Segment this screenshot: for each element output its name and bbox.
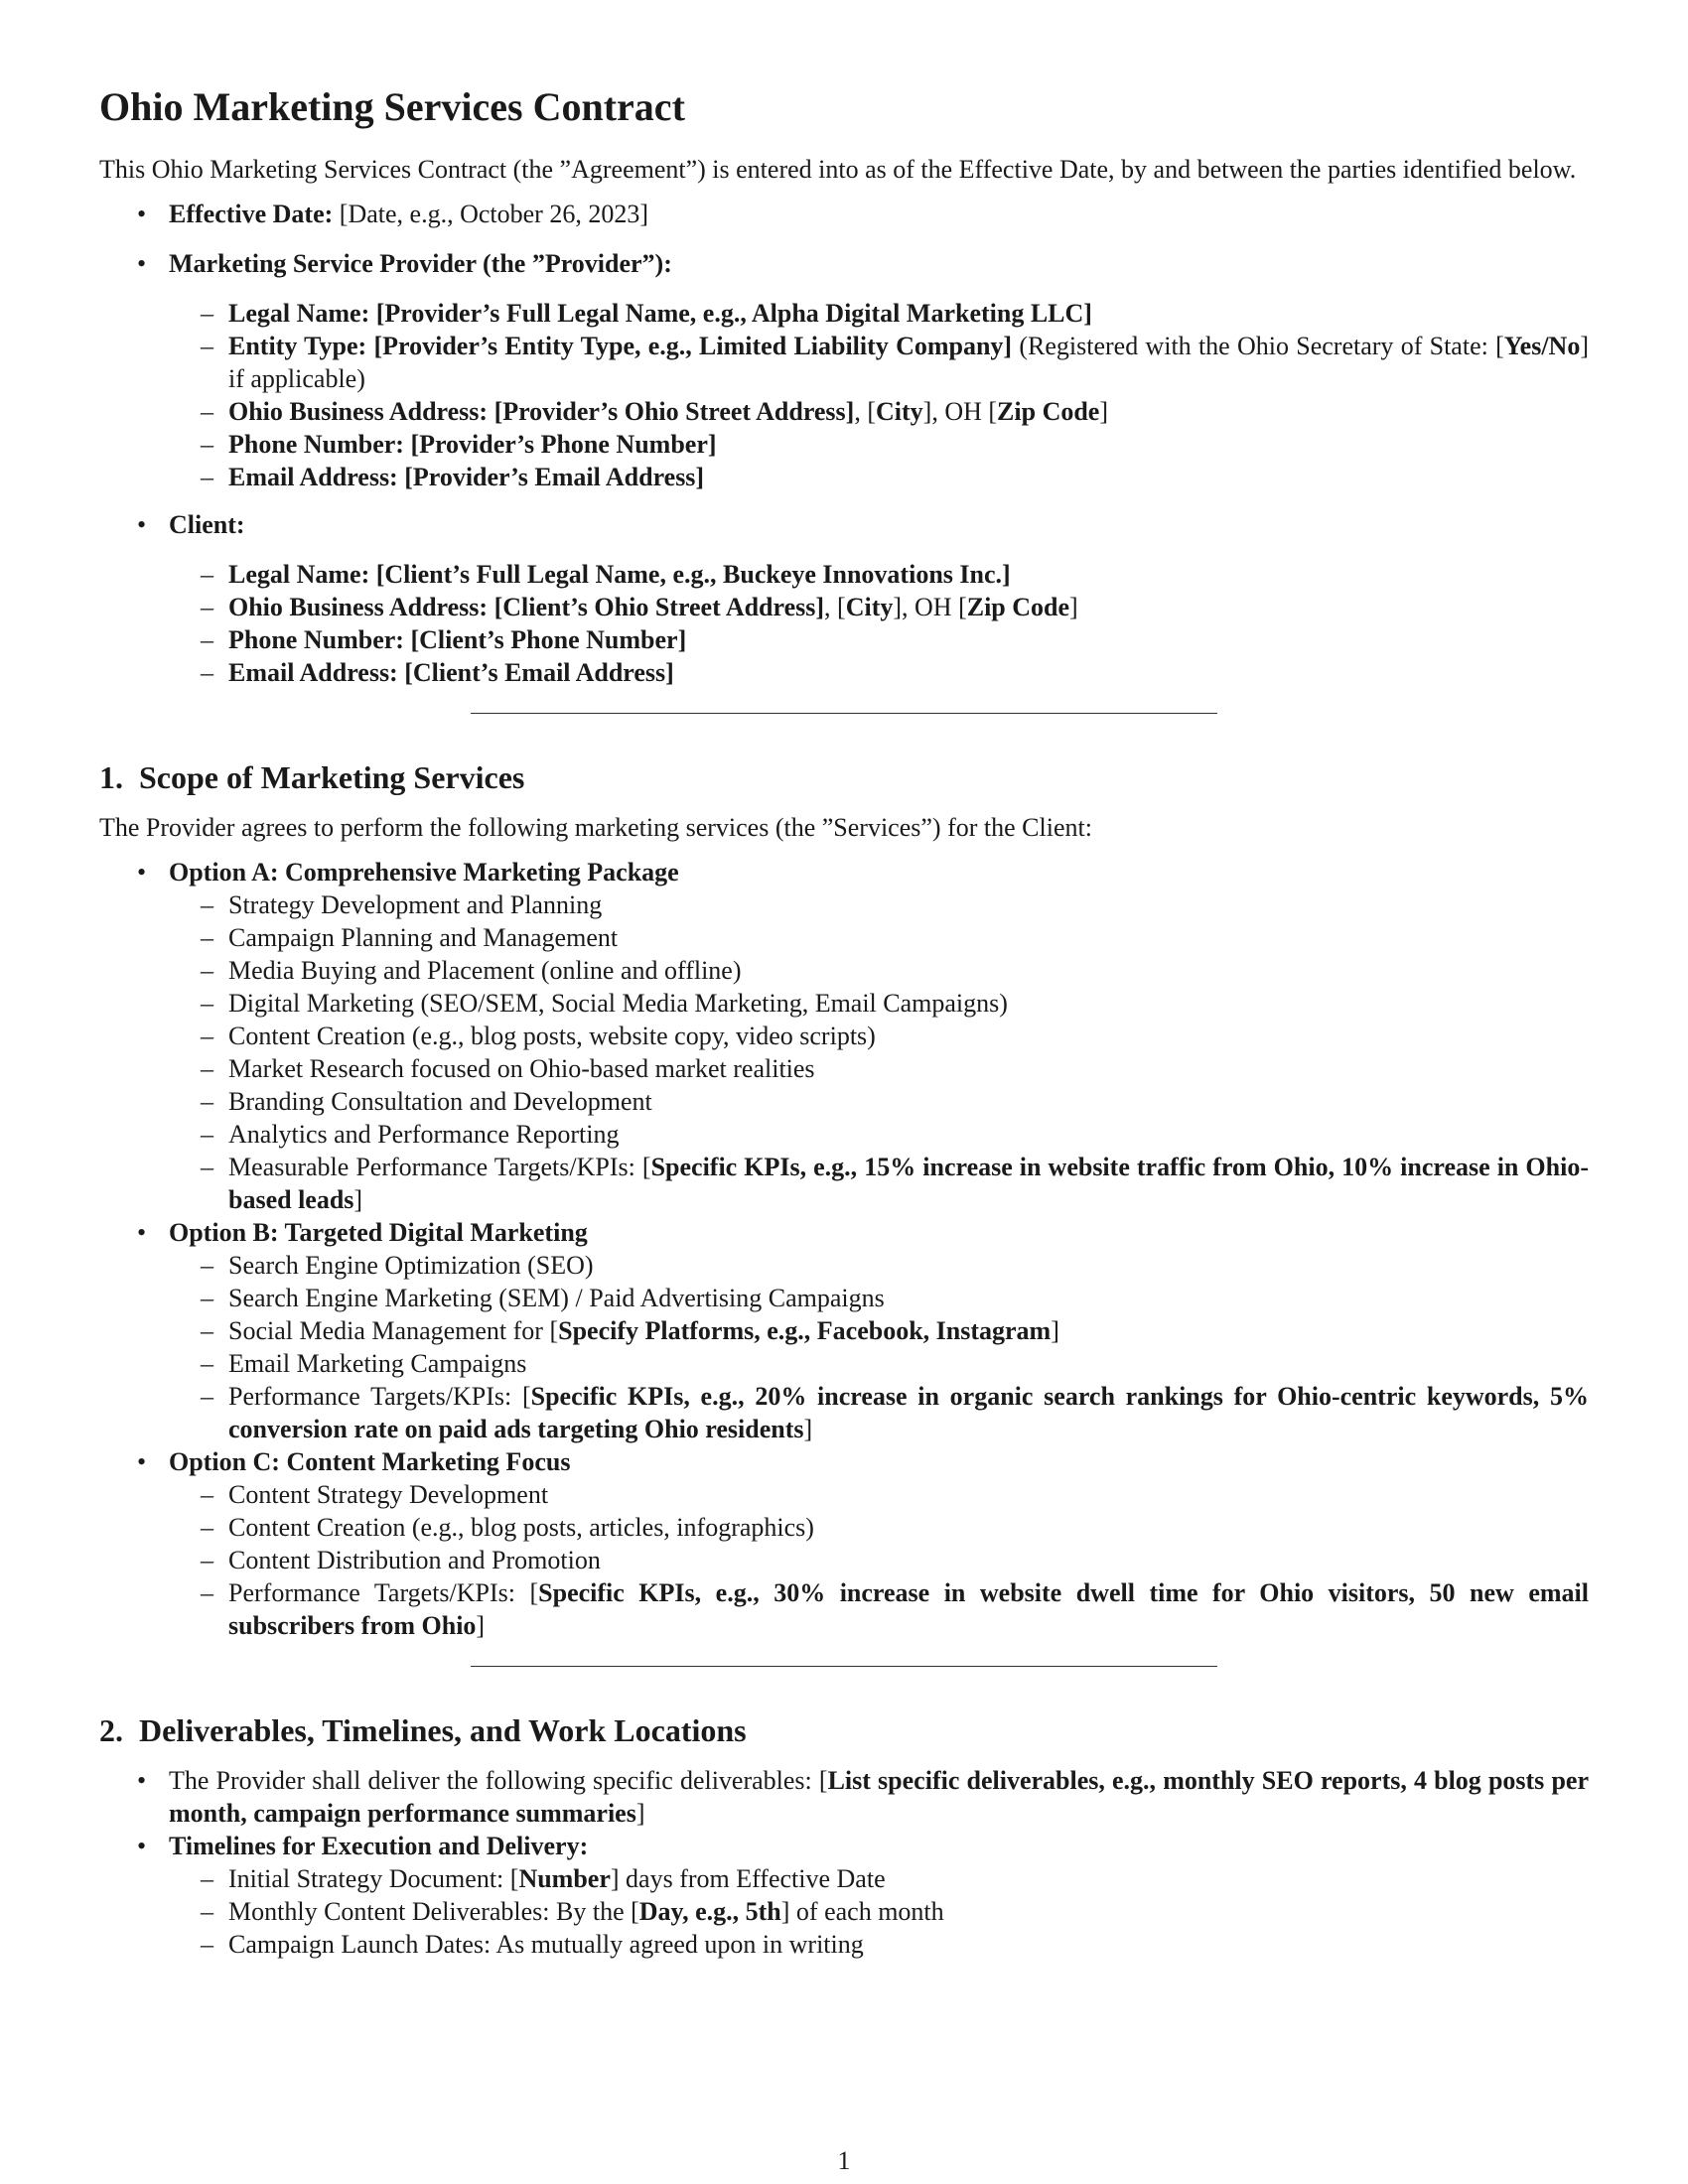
option-b: [99, 1216, 1589, 1445]
option-a: [99, 856, 1589, 1216]
provider-details: [169, 297, 1589, 493]
intro-paragraph: This Ohio Marketing Services Contract (the ”Agreement”) is entered into as of the Effective Date, by and between the parties identified below.: [99, 155, 1577, 184]
document-title: Ohio Marketing Services Contract: [99, 84, 685, 129]
list-item: – Email Marketing Campaigns: [169, 1347, 1589, 1380]
list-item: – Search Engine Optimization (SEO): [169, 1249, 1589, 1282]
list-item: – Content Distribution and Promotion: [169, 1544, 1589, 1576]
provider-phone: – Phone Number: [Provider’s Phone Number]: [169, 428, 1589, 461]
timelines-details: [169, 1862, 1589, 1961]
option-a-items: [169, 888, 1589, 1216]
campaign-launch-timeline: – Campaign Launch Dates: As mutually agreed upon in writing: [169, 1928, 1589, 1961]
client-heading: Client:: [169, 510, 245, 539]
section-divider: [471, 1666, 1217, 1667]
client-phone: – Phone Number: [Client’s Phone Number]: [169, 623, 1589, 656]
list-item: – Market Research focused on Ohio-based market realities: [169, 1052, 1589, 1085]
client-email: – Email Address: [Client’s Email Address]: [169, 656, 1589, 689]
service-options-list: [99, 856, 1589, 1642]
list-item: – Digital Marketing (SEO/SEM, Social Media Marketing, Email Campaigns): [169, 987, 1589, 1020]
option-a-kpi: – Measurable Performance Targets/KPIs: [Specific KPIs, e.g., 15% increase in website traffic from Ohio, 10% increase in Ohio-based leads]: [169, 1151, 1589, 1216]
effective-date-item: [99, 198, 1589, 230]
parties-list: [99, 198, 1589, 689]
strategy-document-timeline: – Initial Strategy Document: [Number] days from Effective Date: [169, 1862, 1589, 1895]
deliverables-item: • The Provider shall deliver the following specific deliverables: [List specific deliverables, e.g., monthly SEO reports, 4 blog posts per month, campaign performance summaries]: [99, 1764, 1589, 1830]
list-item: – Strategy Development and Planning: [169, 888, 1589, 921]
option-c-label: Option C: Content Marketing Focus: [169, 1447, 571, 1476]
document-page: [99, 83, 1589, 1961]
list-item: – Media Buying and Placement (online and offline): [169, 954, 1589, 987]
section-1-intro: The Provider agrees to perform the following marketing services (the ”Services”) for the Client:: [99, 813, 1092, 842]
option-c-items: [169, 1478, 1589, 1642]
option-b-items: [169, 1249, 1589, 1445]
option-b-kpi: – Performance Targets/KPIs: [Specific KPIs, e.g., 20% increase in organic search rankings for Ohio-centric keywords, 5% conversion rate on paid ads targeting Ohio residents]: [169, 1380, 1589, 1445]
timelines-item: [99, 1830, 1589, 1961]
client-legal-name: – Legal Name: [Client’s Full Legal Name, e.g., Buckeye Innovations Inc.]: [169, 558, 1589, 591]
page-number: 1: [837, 2146, 851, 2175]
option-c: [99, 1445, 1589, 1642]
effective-date-value: [Date, e.g., October 26, 2023]: [339, 200, 648, 228]
list-item: – Analytics and Performance Reporting: [169, 1118, 1589, 1151]
deliverables-list: [99, 1764, 1589, 1961]
monthly-deliverables-timeline: – Monthly Content Deliverables: By the [Day, e.g., 5th] of each month: [169, 1895, 1589, 1928]
provider-address: – Ohio Business Address: [Provider’s Ohio Street Address], [City], OH [Zip Code]: [169, 395, 1589, 428]
client-item: [99, 508, 1589, 689]
provider-legal-name: – Legal Name: [Provider’s Full Legal Name, e.g., Alpha Digital Marketing LLC]: [169, 297, 1589, 330]
list-item: – Campaign Planning and Management: [169, 921, 1589, 954]
option-c-kpi: – Performance Targets/KPIs: [Specific KPIs, e.g., 30% increase in website dwell time for Ohio visitors, 50 new email subscribers from Ohio]: [169, 1576, 1589, 1642]
provider-email: – Email Address: [Provider’s Email Address]: [169, 461, 1589, 493]
list-item: – Content Creation (e.g., blog posts, articles, infographics): [169, 1511, 1589, 1544]
option-b-social: – Social Media Management for [Specify Platforms, e.g., Facebook, Instagram]: [169, 1314, 1589, 1347]
provider-entity-type: – Entity Type: [Provider’s Entity Type, e.g., Limited Liability Company] (Registered with the Ohio Secretary of State: [Yes/No] if applicable): [169, 330, 1589, 395]
list-item: – Content Strategy Development: [169, 1478, 1589, 1511]
section-2-heading: 2. Deliverables, Timelines, and Work Locations: [99, 1712, 747, 1748]
client-details: [169, 558, 1589, 689]
client-address: – Ohio Business Address: [Client’s Ohio Street Address], [City], OH [Zip Code]: [169, 591, 1589, 623]
option-b-label: Option B: Targeted Digital Marketing: [169, 1218, 588, 1247]
list-item: – Search Engine Marketing (SEM) / Paid Advertising Campaigns: [169, 1282, 1589, 1314]
provider-item: [99, 247, 1589, 493]
list-item: – Content Creation (e.g., blog posts, website copy, video scripts): [169, 1020, 1589, 1052]
option-a-label: Option A: Comprehensive Marketing Package: [169, 858, 679, 887]
list-item: – Branding Consultation and Development: [169, 1085, 1589, 1118]
section-1-heading: 1. Scope of Marketing Services: [99, 759, 525, 795]
timelines-label: Timelines for Execution and Delivery:: [169, 1832, 589, 1860]
effective-date-label: Effective Date:: [169, 200, 334, 228]
provider-heading: Marketing Service Provider (the ”Provider”):: [169, 249, 672, 278]
section-divider: [471, 713, 1217, 714]
